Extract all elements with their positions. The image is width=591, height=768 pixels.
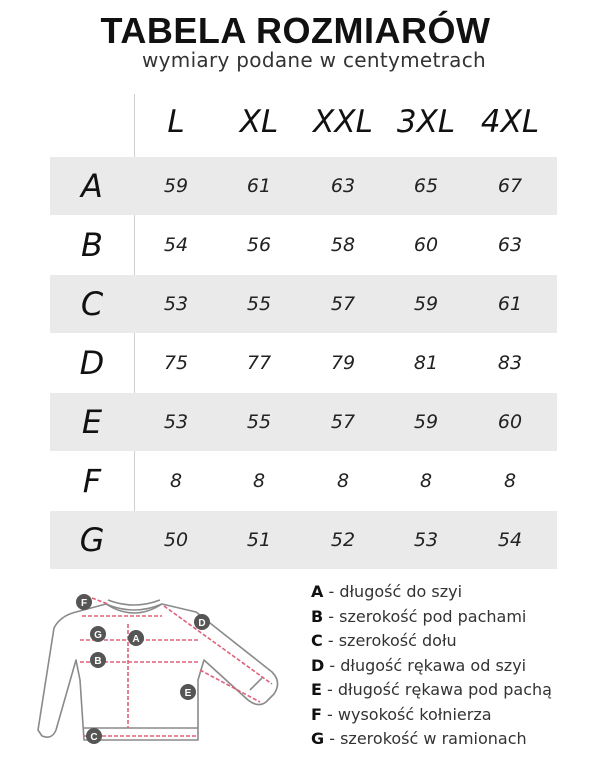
- table-cell: 59: [413, 293, 439, 315]
- table-cell: 63: [330, 175, 356, 197]
- table-cell: 52: [330, 529, 356, 551]
- legend-separator: -: [321, 704, 338, 724]
- marker-a: [128, 630, 144, 646]
- legend-item: [311, 582, 552, 607]
- table-cell: 77: [246, 352, 272, 374]
- marker-b: [90, 652, 106, 668]
- table-cell: 83: [497, 352, 523, 374]
- table-cell: 60: [413, 234, 439, 256]
- measurement-legend: [311, 582, 552, 754]
- legend-item: [311, 631, 552, 656]
- table-cell: 65: [413, 175, 439, 197]
- garment-diagram: [36, 590, 296, 766]
- table-cell: 57: [330, 411, 356, 433]
- table-cell: 54: [497, 529, 523, 551]
- table-row: [50, 216, 557, 274]
- legend-item: [311, 607, 552, 632]
- marker-label: D: [198, 618, 206, 629]
- legend-item: [311, 656, 552, 681]
- size-header: 3XL: [396, 104, 456, 140]
- table-cell: 81: [413, 352, 439, 374]
- marker-label: B: [94, 656, 102, 667]
- row-label: D: [79, 344, 105, 382]
- legend-separator: -: [322, 631, 339, 650]
- legend-text: długość do szyi: [339, 582, 463, 601]
- table-cell: 53: [163, 293, 189, 315]
- legend-key: F: [311, 704, 322, 724]
- marker-label: A: [132, 634, 140, 645]
- table-cell: 57: [330, 293, 356, 315]
- table-cell: 75: [163, 352, 189, 374]
- table-cell: 8: [336, 470, 350, 492]
- legend-key: D: [311, 655, 325, 675]
- legend-item: [311, 705, 552, 730]
- marker-d: [194, 614, 210, 630]
- table-row: [50, 393, 557, 451]
- marker-label: C: [90, 732, 98, 743]
- table-cell: 63: [497, 234, 523, 256]
- table-cell: 60: [497, 411, 523, 433]
- legend-text: długość rękawa pod pachą: [337, 680, 552, 699]
- row-label: B: [81, 226, 103, 264]
- legend-separator: -: [324, 655, 341, 675]
- table-cell: 59: [413, 411, 439, 433]
- table-cell: 79: [330, 352, 356, 374]
- marker-c: [86, 728, 102, 744]
- table-cell: 53: [413, 529, 439, 551]
- table-cell: 61: [497, 293, 523, 315]
- table-row: [50, 275, 557, 333]
- table-row: [50, 334, 557, 392]
- table-cell: 8: [169, 470, 183, 492]
- marker-g: [90, 626, 106, 642]
- row-label: E: [81, 403, 103, 441]
- marker-f: [76, 594, 92, 610]
- table-row: [50, 452, 557, 510]
- table-cell: 8: [419, 470, 433, 492]
- size-header: XXL: [313, 104, 373, 140]
- legend-text: długość rękawa od szyi: [340, 655, 527, 675]
- table-cell: 55: [246, 293, 272, 315]
- legend-text: szerokość w ramionach: [340, 729, 527, 748]
- table-cell: 61: [246, 175, 272, 197]
- table-cell: 51: [246, 529, 272, 551]
- size-header: L: [167, 104, 185, 140]
- row-label: F: [82, 462, 102, 500]
- legend-item: [311, 729, 552, 754]
- legend-text: szerokość pod pachami: [339, 606, 527, 626]
- row-label: G: [79, 521, 105, 559]
- row-label: C: [80, 285, 104, 323]
- table-cell: 58: [330, 234, 356, 256]
- legend-item: [311, 680, 552, 705]
- table-cell: 53: [163, 411, 189, 433]
- table-cell: 8: [252, 470, 266, 492]
- size-header: 4XL: [480, 104, 540, 140]
- table-row: [50, 511, 557, 569]
- legend-text: szerokość dołu: [338, 631, 457, 650]
- legend-key: E: [311, 680, 322, 699]
- marker-label: E: [184, 688, 192, 699]
- sweatshirt-illustration: [36, 590, 296, 762]
- legend-separator: -: [323, 606, 340, 626]
- legend-separator: -: [324, 729, 341, 748]
- legend-text: wysokość kołnierza: [337, 704, 492, 724]
- marker-label: F: [80, 598, 88, 609]
- marker-label: G: [94, 630, 102, 641]
- table-cell: 59: [163, 175, 189, 197]
- legend-key: B: [311, 606, 324, 626]
- table-row: [50, 157, 557, 215]
- legend-key: A: [311, 582, 324, 601]
- table-cell: 8: [503, 470, 517, 492]
- legend-key: G: [311, 729, 325, 748]
- table-cell: 54: [163, 234, 189, 256]
- marker-e: [180, 684, 196, 700]
- table-cell: 56: [246, 234, 272, 256]
- table-cell: 55: [246, 411, 272, 433]
- row-label: A: [81, 167, 103, 205]
- legend-key: C: [311, 631, 323, 650]
- page-title: TABELA ROZMIARÓW: [100, 10, 491, 51]
- legend-separator: -: [323, 582, 340, 601]
- table-cell: 50: [163, 529, 189, 551]
- table-cell: 67: [497, 175, 523, 197]
- size-header: XL: [239, 104, 279, 140]
- legend-separator: -: [321, 680, 338, 699]
- page-subtitle: wymiary podane w centymetrach: [142, 48, 486, 72]
